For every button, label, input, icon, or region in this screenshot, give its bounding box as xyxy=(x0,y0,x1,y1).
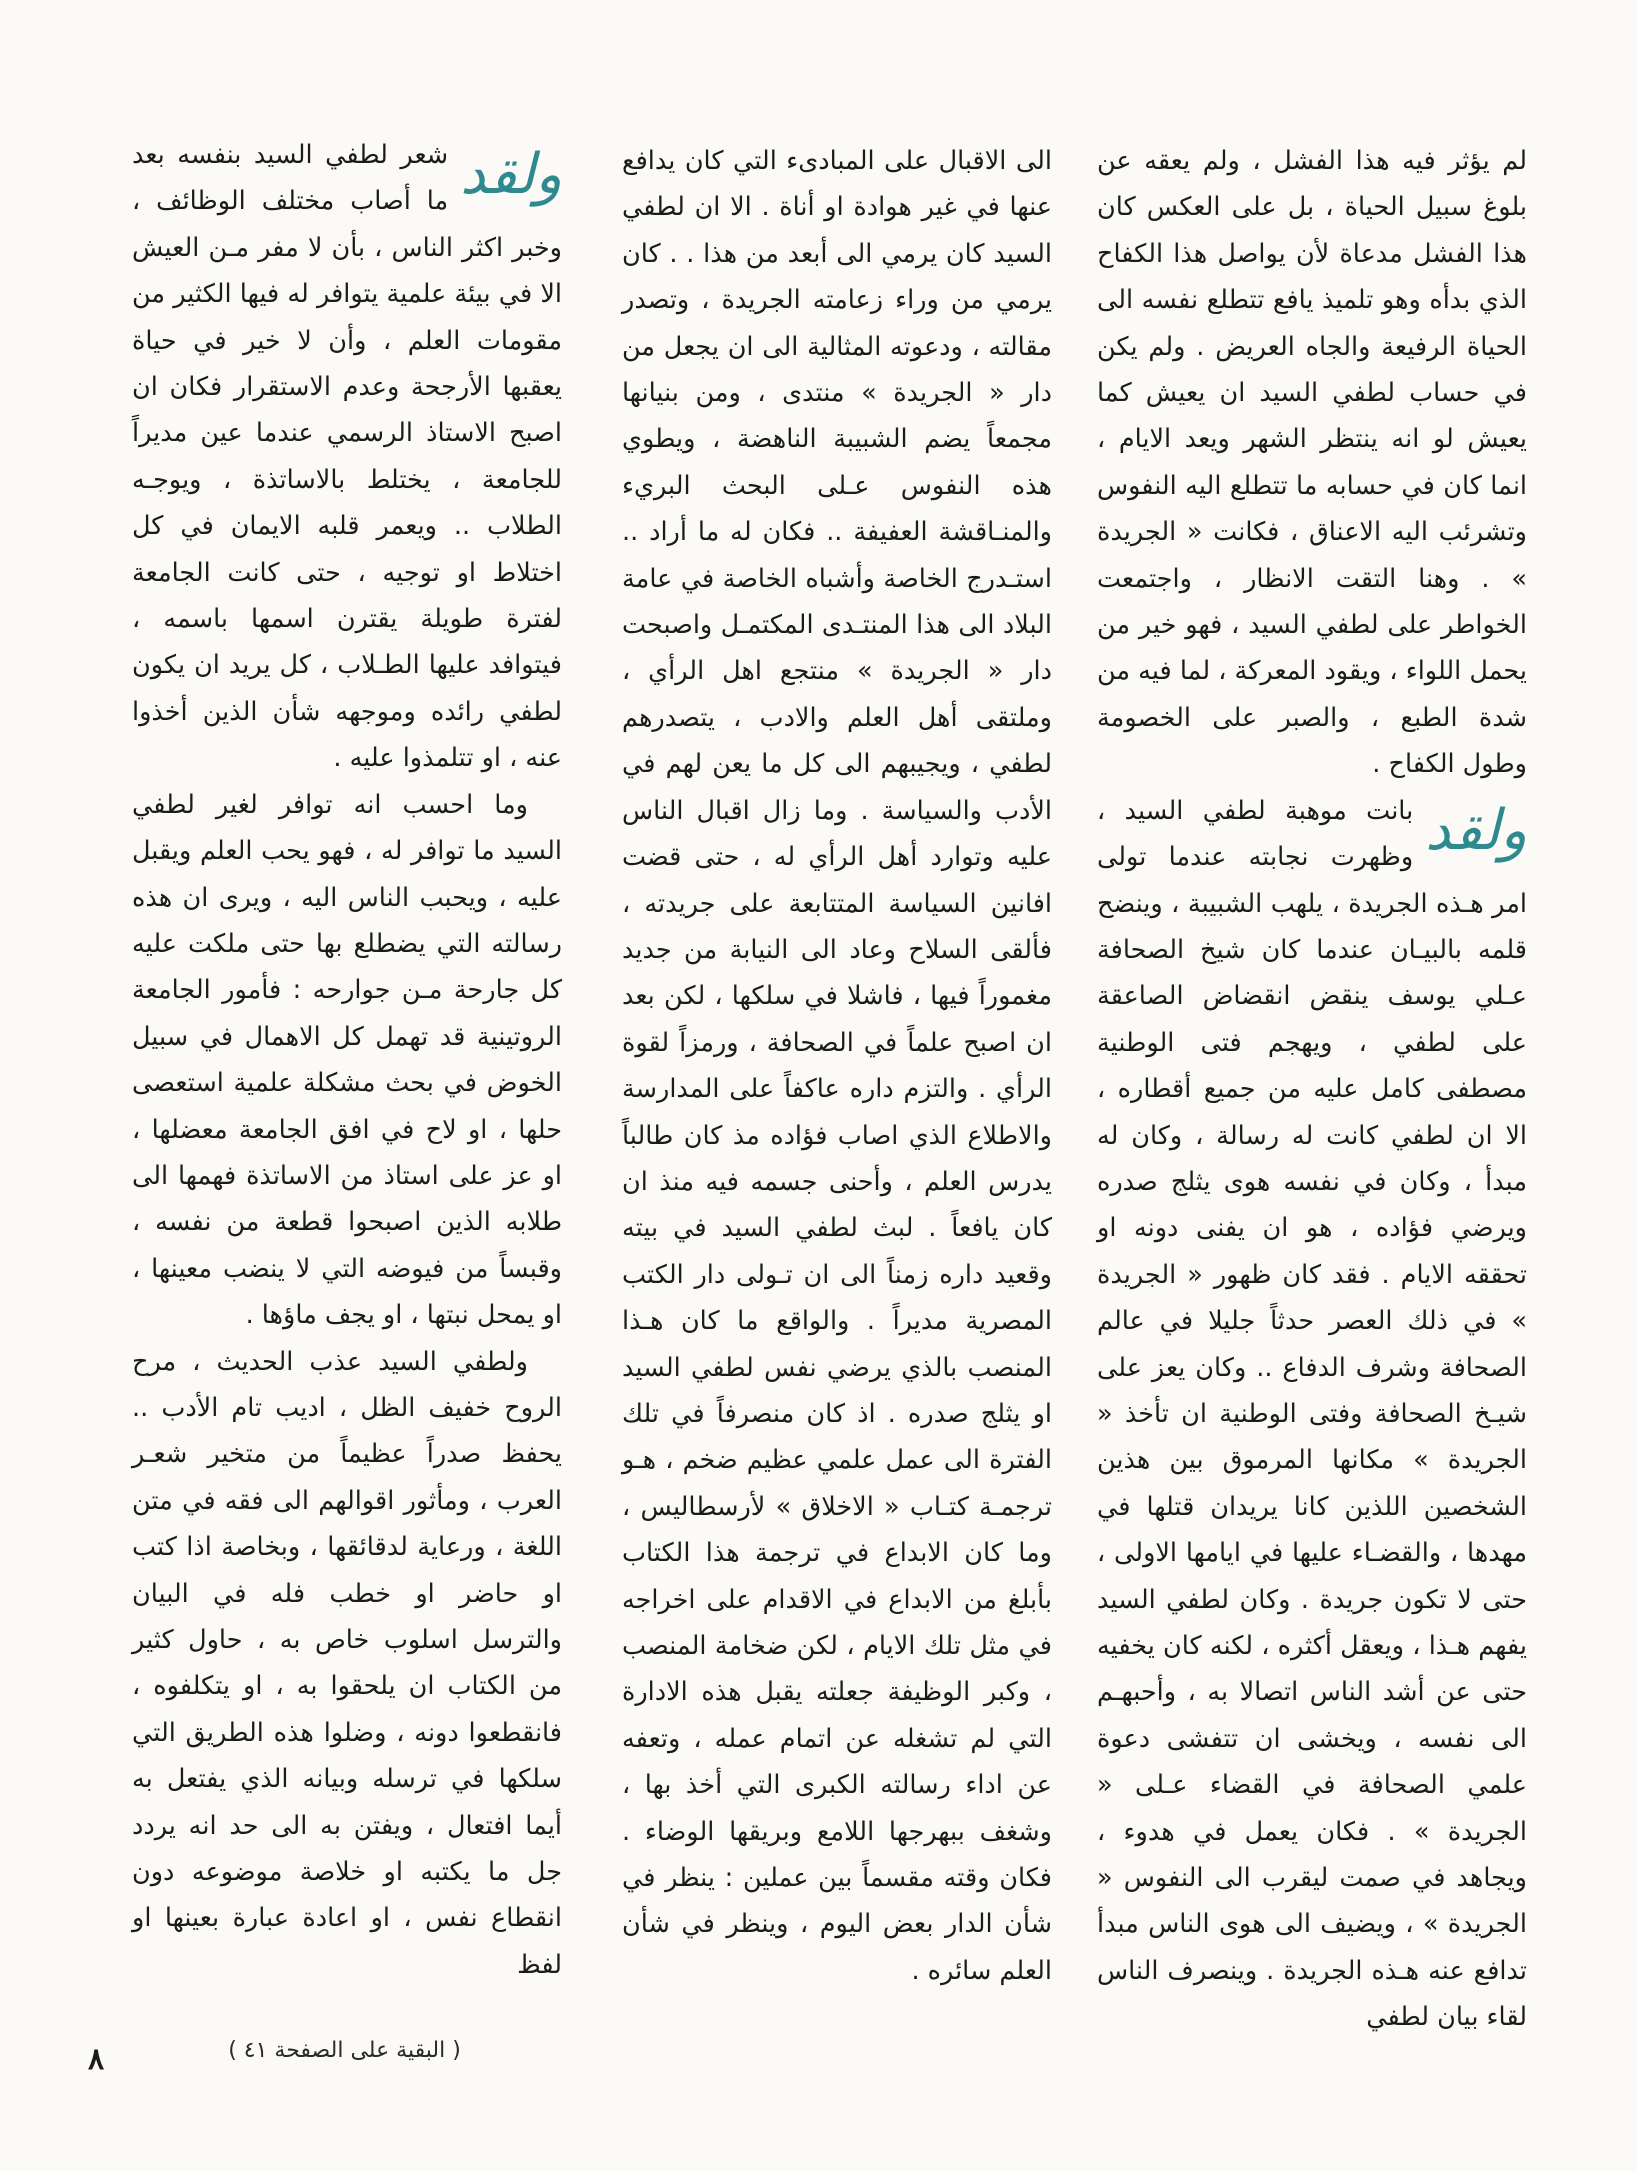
continued-note: ( البقية على الصفحة ٤١ ) xyxy=(228,2038,461,2063)
article-column-middle xyxy=(622,138,1052,1994)
article-column-left xyxy=(132,132,562,1988)
paragraph: لم يؤثر فيه هذا الفشل ، ولم يعقه عن بلوغ سبيل الحياة ، بل على العكس كان هذا الفشل مدعاة لأن يواصل هذا الكفاح الذي بدأه وهو تلميذ يافع تتطلع نفسه الى الحياة الرفيعة والجاه العريض . ولم يكن في حساب لطفي السيد ان يعيش كما يعيش لو انه ينتظر الشهر ويعد الايام ، انما كان في حسابه ما تتطلع اليه النفوس وتشرئب اليه الاعناق ، فكانت « الجريدة » . وهنا التقت الانظار ، واجتمعت الخواطر على لطفي السيد ، فهو خير من يحمل اللواء ، ويقود المعركة ، لما فيه من شدة الطبع ، والصبر على الخصومة وطول الكفاح . xyxy=(1097,146,1527,780)
decorative-initial-word: ولقد xyxy=(1425,797,1527,863)
page-number: ٨ xyxy=(88,2042,105,2077)
decorative-initial-word: ولقد xyxy=(460,142,562,207)
paragraph: ولطفي السيد عذب الحديث ، مرح الروح خفيف الظل ، اديب تام الأدب .. يحفظ صدراً عظيماً من متخير شعـر العرب ، ومأثور اقوالهم الى فقه في متن اللغة ، ورعاية لدقائقها ، وبخاصة اذا كتب او حاضر او خطب فله في البيان والترسل اسلوب خاص به ، حاول كثير من الكتاب ان يلحقوا به ، او يتكلفوه ، فانقطعوا دونه ، وضلوا هذه الطريق التي سلكها في ترسله وبيانه الذي يفتعل به أيما افتعال ، ويفتن به الى حد انه يردد جل ما يكتبه او خلاصة موضوعه دون انقطاع نفس ، او اعادة عبارة بعينها او لفظ xyxy=(132,1346,562,1980)
paragraph: شعر لطفي السيد بنفسه بعد ما أصاب مختلف الوظائف ، وخبر اكثر الناس ، بأن لا مفر مـن العيش الا في بيئة علمية يتوافر له فيها الكثير من مقومات العلم ، وأن لا خير في حياة يعقبها الأرجحة وعدم الاستقرار فكان ان اصبح الاستاذ الرسمي عندما عين مديراً للجامعة ، يختلط بالاساتذة ، ويوجـه الطلاب .. ويعمر قلبه الايمان في كل اختلاط او توجيه ، حتى كانت الجامعة لفترة طويلة يقترن اسمها باسمه ، فيتوافد عليها الطـلاب ، كل يريد ان يكون لطفي رائده وموجهه شأن الذين أخذوا عنه ، او تتلمذوا عليه . xyxy=(132,140,562,774)
paragraph: الى الاقبال على المبادىء التي كان يدافع عنها في غير هوادة او أناة . الا ان لطفي السيد كان يرمي الى أبعد من هذا . . كان يرمي من وراء زعامته الجريدة ، وتصدر مقالته ، ودعوته المثالية الى ان يجعل من دار « الجريدة » منتدى ، ومن بنيانها مجمعاً يضم الشبيبة الناهضة ، ويطوي هذه النفوس عـلى البحث البريء والمنـاقشة العفيفة .. فكان له ما أراد .. استـدرج الخاصة وأشباه الخاصة في عامة البلاد الى هذا المنتـدى المكتمـل واصبحت دار « الجريدة » منتجع اهل الرأي ، وملتقى أهل العلم والادب ، يتصدرهم لطفي ، ويجيبهم الى كل ما يعن لهم في الأدب والسياسة . وما زال اقبال الناس عليه وتوارد أهل الرأي له ، حتى قضت افانين السياسة المتتابعة على جريدته ، فألقى السلاح وعاد الى النيابة من جديد مغموراً فيها ، فاشلا في سلكها ، لكن بعد ان اصبح علماً في الصحافة ، ورمزاً لقوة الرأي . والتزم داره عاكفاً على المدارسة والاطلاع الذي اصاب فؤاده مذ كان طالباً يدرس العلم ، وأحنى جسمه فيه منذ ان كان يافعاً . لبث لطفي السيد في بيته وقعيد داره زمناً الى ان تـولى دار الكتب المصرية مديراً . والواقع ما كان هـذا المنصب بالذي يرضي نفس لطفي السيد او يثلج صدره . اذ كان منصرفاً في تلك الفترة الى عمل علمي عظيم ضخم ، هـو ترجمـة كتـاب « الاخلاق » لأرسطاليس ، وما كان الابداع في ترجمة هذا الكتاب بأبلغ من الابداع في الاقدام على اخراجه في مثل تلك الايام ، لكن ضخامة المنصب ، وكبر الوظيفة جعلته يقبل هذه الادارة التي لم تشغله عن اتمام عمله ، وتعفه عن اداء رسالته الكبرى التي أخذ بها ، وشغف ببهرجها اللامع وبريقها الوضاء . فكان وقته مقسماً بين عملين : ينظر في شأن الدار بعض اليوم ، وينظر في شأن العلم سائره . xyxy=(622,146,1052,1986)
paragraph: بانت موهبة لطفي السيد ، وظهرت نجابته عندما تولى امر هـذه الجريدة ، يلهب الشبيبة ، وينضح قلمه بالبيـان عندما كان شيخ الصحافة عـلي يوسف ينقض انقضاض الصاعقة على لطفي ، ويهجم فتى الوطنية مصطفى كامل عليه من جميع أقطاره ، الا ان لطفي كانت له رسالة ، وكان له مبدأ ، وكان في نفسه هوى يثلج صدره ويرضي فؤاده ، هو ان يفنى دونه او تحققه الايام . فقد كان ظهور « الجريدة » في ذلك العصر حدثاً جليلا في عالم الصحافة وشرف الدفاع .. وكان يعز على شيـخ الصحافة وفتى الوطنية ان تأخذ « الجريدة » مكانها المرموق بين هذين الشخصين اللذين كانا يريدان قتلها في مهدها ، والقضـاء عليها في ايامها الاولى ، حتى لا تكون جريدة . وكان لطفي السيد يفهم هـذا ، ويعقل أكثره ، لكنه كان يخفيه حتى عن أشد الناس اتصالا به ، وأحبهـم الى نفسه ، ويخشى ان تتفشى دعوة علمي الصحافة في القضاء عـلى « الجريدة » . فكان يعمل في هدوء ، ويجاهد في صمت ليقرب الى النفوس « الجريدة » ، ويضيف الى هوى الناس مبدأ تدافع عنه هـذه الجريدة . وينصرف الناس لقاء بيان لطفي xyxy=(1097,795,1527,2033)
article-column-right xyxy=(1097,138,1527,2041)
paragraph: وما احسب انه توافر لغير لطفي السيد ما توافر له ، فهو يحب العلم ويقبل عليه ، ويحبب الناس اليه ، ويرى ان هذه رسالته التي يضطلع بها حتى ملكت عليه كل جارحة مـن جوارحه : فأمور الجامعة الروتينية قد تهمل كل الاهمال في سبيل الخوض في بحث مشكلة علمية استعصى حلها ، او لاح في افق الجامعة معضلها ، او عز على استاذ من الاساتذة فهمها الى طلابه الذين اصبحوا قطعة من نفسه ، وقبساً من فيوضه التي لا ينضب معينها ، او يمحل نبتها ، او يجف ماؤها . xyxy=(132,789,562,1331)
